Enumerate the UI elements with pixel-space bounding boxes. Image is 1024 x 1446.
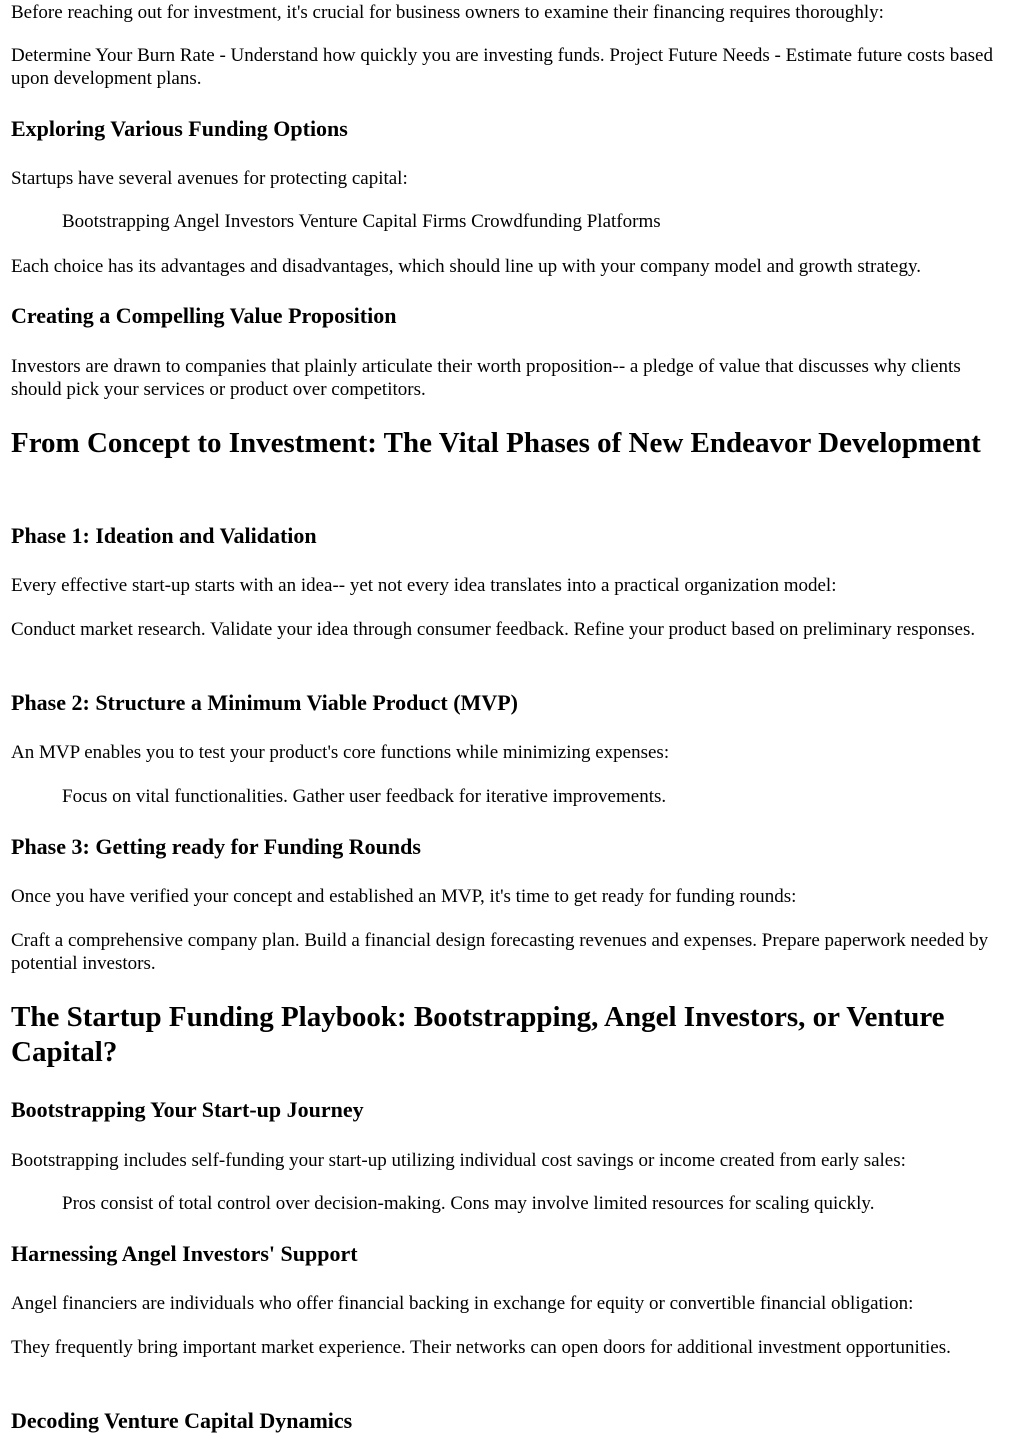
funding-options-lead: Startups have several avenues for protecting capital: [11, 168, 408, 189]
funding-options-heading: Exploring Various Funding Options [11, 116, 348, 141]
intro-lead: Before reaching out for investment, it's crucial for business owners to examine their financing requires thoroughly: [11, 2, 884, 23]
phase1-steps: Conduct market research. Validate your idea through consumer feedback. Refine your product based on preliminary responses. [11, 619, 976, 640]
phase3-steps: Craft a comprehensive company plan. Build a financial design forecasting revenues and expenses. Prepare paperwork needed by potential investors. [11, 930, 989, 974]
phase2-lead: An MVP enables you to test your product's core functions while minimizing expenses: [11, 742, 670, 763]
intro-steps: Determine Your Burn Rate - Understand how quickly you are investing funds. Project Future Needs - Estimate future costs based upon development plans. [11, 45, 993, 89]
funding-options-note: Each choice has its advantages and disadvantages, which should line up with your company model and growth strategy. [11, 256, 922, 277]
concept-section-title: From Concept to Investment: The Vital Phases of New Endeavor Development [11, 427, 981, 459]
phase1-lead: Every effective start-up starts with an idea-- yet not every idea translates into a practical organization model: [11, 575, 837, 596]
vc-heading: Decoding Venture Capital Dynamics [11, 1408, 353, 1433]
angels-body: They frequently bring important market experience. Their networks can open doors for additional investment opportunities. [11, 1337, 951, 1358]
phase3-heading: Phase 3: Getting ready for Funding Rounds [11, 834, 421, 859]
bootstrapping-heading: Bootstrapping Your Start-up Journey [11, 1097, 364, 1122]
value-prop-heading: Creating a Compelling Value Proposition [11, 303, 397, 328]
funding-options-list: Bootstrapping Angel Investors Venture Capital Firms Crowdfunding Platforms [62, 211, 661, 232]
angels-heading: Harnessing Angel Investors' Support [11, 1241, 358, 1266]
phase3-lead: Once you have verified your concept and established an MVP, it's time to get ready for funding rounds: [11, 886, 797, 907]
angels-lead: Angel financiers are individuals who offer financial backing in exchange for equity or convertible financial obligation: [11, 1293, 914, 1314]
bootstrapping-lead: Bootstrapping includes self-funding your start-up utilizing individual cost savings or income created from early sales: [11, 1150, 906, 1171]
playbook-section-title: The Startup Funding Playbook: Bootstrapping, Angel Investors, or Venture Capital? [11, 1001, 945, 1068]
phase1-heading: Phase 1: Ideation and Validation [11, 523, 317, 548]
bootstrapping-list: Pros consist of total control over decision-making. Cons may involve limited resources for scaling quickly. [62, 1193, 875, 1214]
phase2-heading: Phase 2: Structure a Minimum Viable Product (MVP) [11, 690, 518, 715]
phase2-list: Focus on vital functionalities. Gather user feedback for iterative improvements. [62, 786, 667, 807]
value-prop-body: Investors are drawn to companies that plainly articulate their worth proposition-- a pledge of value that discusses why clients should pick your services or product over competitors. [11, 356, 961, 400]
